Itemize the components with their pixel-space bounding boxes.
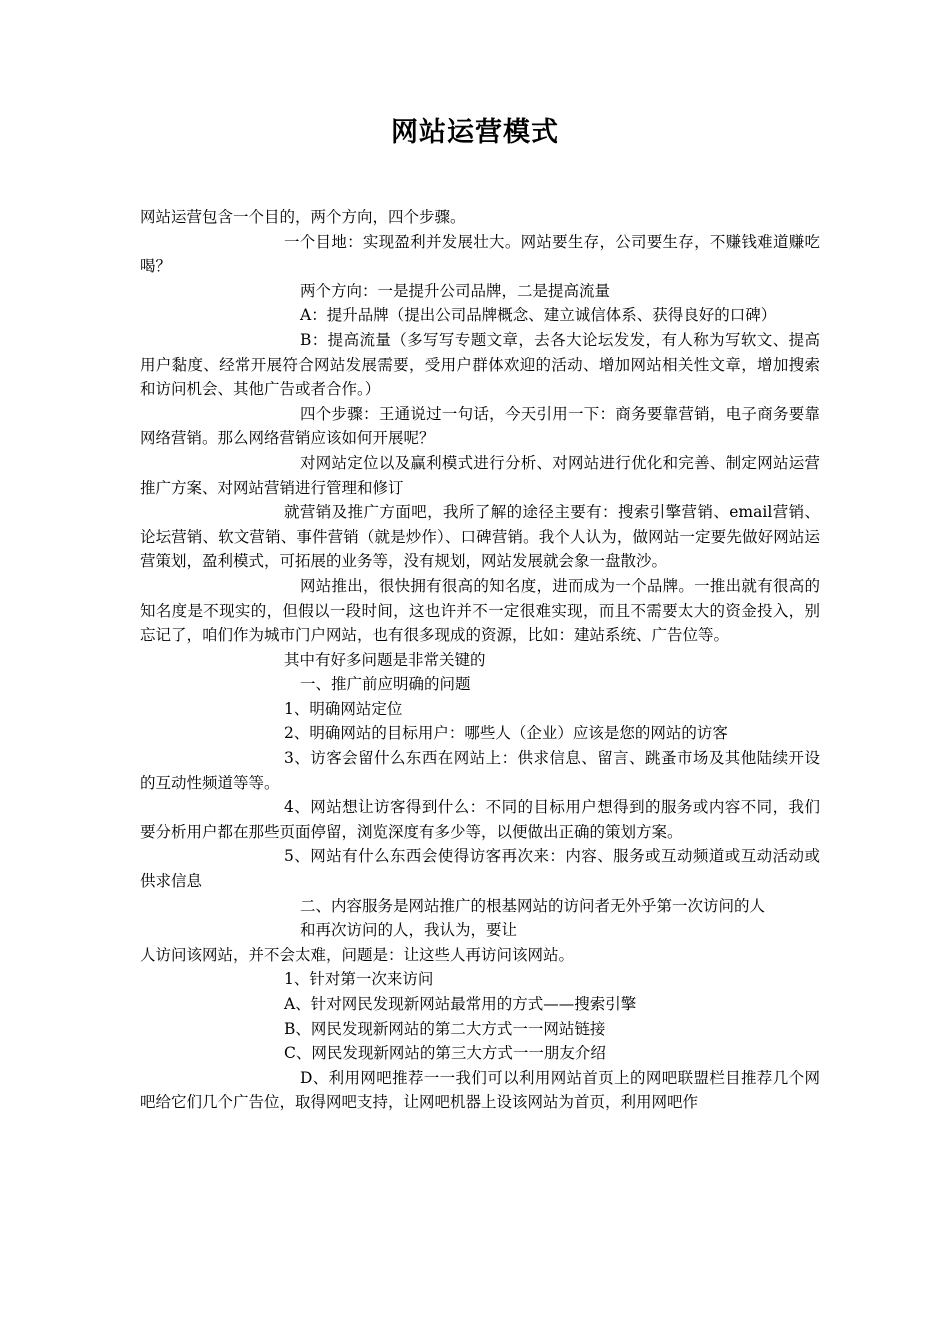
list-item-4: 4、网站想让访客得到什么：不同的目标用户想得到的服务或内容不同，我们要分析用户都在那些页面停留，浏览深度有多少等，以便做出正确的策划方案。 (140, 798, 820, 841)
paragraph-brand: 网站推出，很快拥有很高的知名度，进而成为一个品牌。一推出就有很高的知名度是不现实的，但假以一段时间，这也许并不一定很难实现，而且不需要太大的资金投入，别忘记了，咱们作为城市门户网站，也有很多现成的资源，比如：建站系统、广告位等。 (140, 576, 820, 645)
list-item-d: D、利用网吧推荐一一我们可以利用网站首页上的网吧联盟栏目推荐几个网吧给它们几个广告位，取得网吧支持，让网吧机器上设该网站为首页，利用网吧作 (140, 1068, 820, 1112)
paragraph-four-steps: 四个步骤：王通说过一句话，今天引用一下：商务要靠营销，电子商务要靠网络营销。那么网络营销应该如何开展呢？ (140, 404, 820, 448)
list-item-1: 1、明确网站定位 (284, 699, 403, 718)
paragraph-goal: 一个目地：实现盈利并发展壮大。网站要生存，公司要生存，不赚钱难道赚吃喝？ (140, 232, 820, 276)
paragraph-marketing: 就营销及推广方面吧，我所了解的途径主要有：搜索引擎营销、email营销、论坛营销、软文营销、事件营销（就是炒作）、口碑营销。我个人认为，做网站一定要先做好网站运营策划，盈利模式，可拓展的业务等，没有规划，网站发展就会象一盘散沙。 (140, 503, 820, 571)
paragraph-key-issues: 其中有好多问题是非常关键的 (284, 650, 486, 669)
paragraph-direction-b: B：提高流量（多写写专题文章，去各大论坛发发，有人称为写软文、提高用户黏度、经常开展符合网站发展需要，受用户群体欢迎的活动、增加网站相关性文章，增加搜索和访问机会、其他广告或者合作。） (140, 330, 820, 399)
document-body (140, 205, 820, 1115)
document-title: 网站运营模式 (391, 117, 559, 148)
list-item-b: B、网民发现新网站的第二大方式一一网站链接 (284, 1019, 606, 1038)
list-item-c: C、网民发现新网站的第三大方式一一朋友介绍 (284, 1044, 606, 1063)
list-item-5: 5、网站有什么东西会使得访客再次来：内容、服务或互动频道或互动活动或供求信息 (140, 847, 820, 891)
section-heading-1: 一、推广前应明确的问题 (300, 675, 471, 694)
list-item-first-visit: 1、针对第一次来访问 (284, 970, 434, 989)
paragraph-intro: 网站运营包含一个目的，两个方向，四个步骤。 (140, 208, 466, 226)
paragraph-steps-detail: 对网站定位以及赢利模式进行分析、对网站进行优化和完善、制定网站运营推广方案、对网站营销进行管理和修订 (140, 453, 820, 497)
paragraph-direction-a: A：提升品牌（提出公司品牌概念、建立诚信体系、获得良好的口碑） (300, 306, 777, 325)
section-heading-2: 二、内容服务是网站推广的根基网站的访问者无外乎第一次访问的人 (300, 896, 766, 915)
list-item-2: 2、明确网站的目标用户：哪些人（企业）应该是您的网站的访客 (284, 724, 728, 743)
list-item-3: 3、访客会留什么东西在网站上：供求信息、留言、跳蚤市场及其他陆续开设的互动性频道等等。 (140, 749, 820, 792)
list-item-a: A、针对网民发现新网站最常用的方式——搜索引擎 (284, 995, 637, 1013)
paragraph-revisit: 人访问该网站，并不会太难，问题是：让这些人再访问该网站。 (140, 945, 575, 964)
section-heading-2-cont: 和再次访问的人，我认为，要让 (300, 921, 518, 940)
paragraph-two-directions: 两个方向：一是提升公司品牌，二是提高流量 (300, 281, 611, 300)
